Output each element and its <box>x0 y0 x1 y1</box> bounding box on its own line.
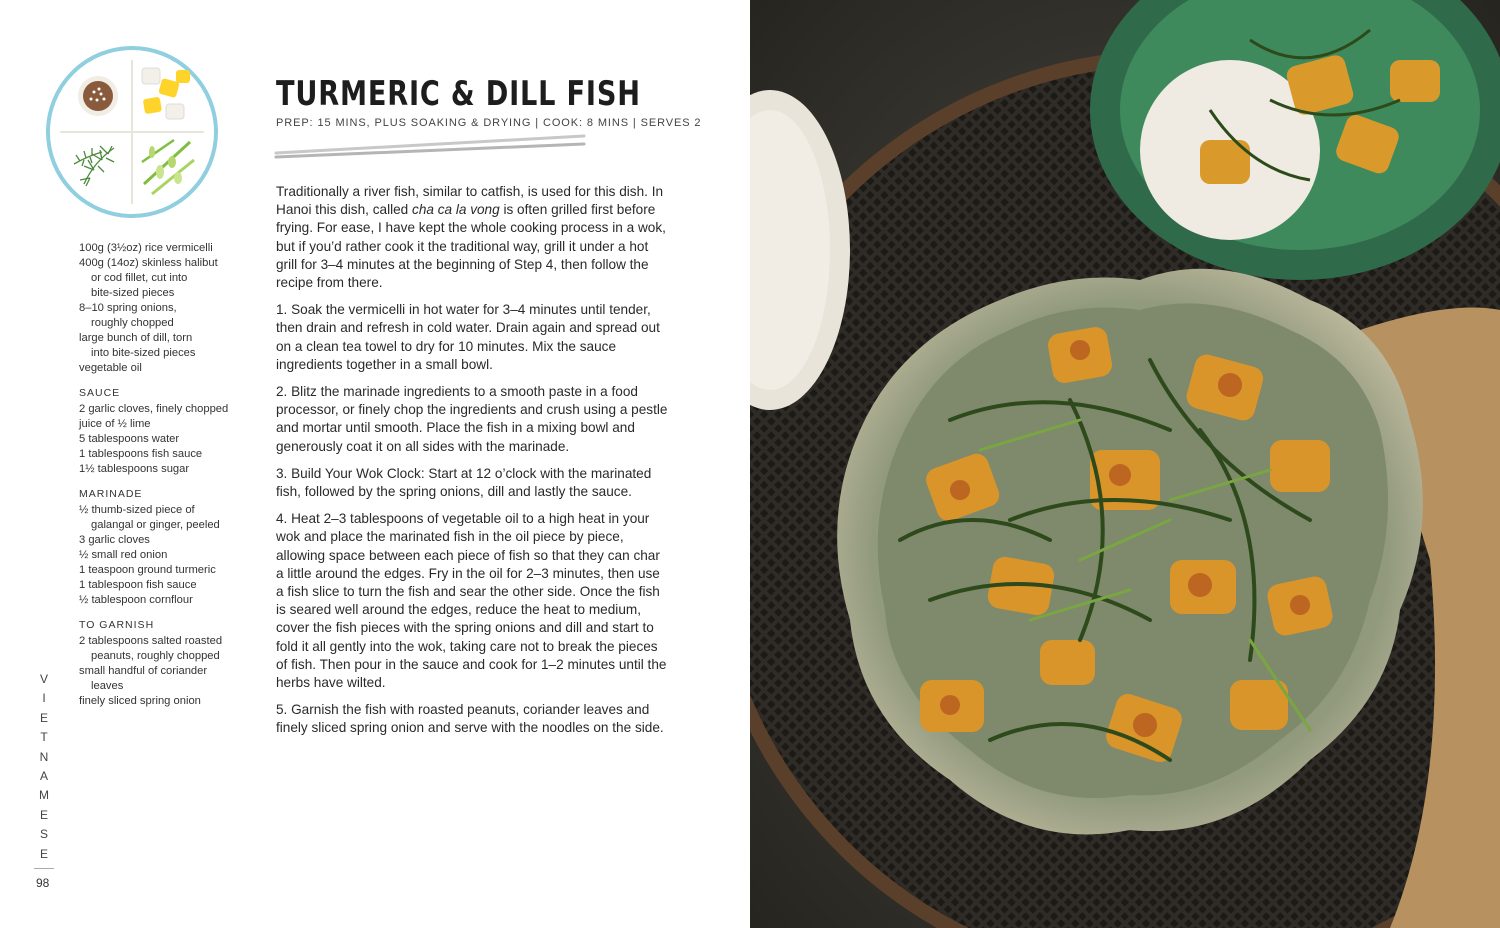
recipe-method <box>276 183 671 747</box>
ingredients-main <box>79 241 259 376</box>
ingredient-line: 400g (14oz) skinless halibut <box>79 257 218 269</box>
step-1: 1. Soak the vermicelli in hot water for 3–4 minutes until tender, then drain and refresh in cold water. Drain again and spread out on a clean tea towel to dry for 10 minutes. Mix the sauce ingredients together in a small bowl. <box>276 302 660 372</box>
intro-text-2: is often grilled first before frying. For ease, I have kept the whole cooking process in a wok, but if you’d rather cook it the traditional way, grill it under a hot grill for 3–4 minutes at the beginning of Step 4, then follow the recipe from there. <box>276 202 666 291</box>
section-letter: T <box>40 730 48 745</box>
ingredients-garnish <box>79 634 259 709</box>
ingredient-line: 8–10 spring onions, <box>79 302 177 314</box>
step-5: 5. Garnish the fish with roasted peanuts, coriander leaves and finely sliced spring onion and serve with the noodles on the side. <box>276 702 664 736</box>
ingredients-marinade <box>79 503 259 608</box>
step-3-label: 3. Build Your Wok Clock: <box>276 465 425 481</box>
step-3 <box>276 465 671 501</box>
page-number: 98 <box>36 876 50 890</box>
ingredient-line: or cod fillet, cut into <box>91 272 188 284</box>
ingredient-line: galangal or ginger, peeled <box>91 519 220 531</box>
ingredient-line: small handful of coriander <box>79 665 208 677</box>
ingredient-line: ½ thumb-sized piece of <box>79 504 195 516</box>
section-letter: V <box>39 672 48 686</box>
ingredient-line: 1 tablespoon fish sauce <box>79 579 197 591</box>
ingredient-line: leaves <box>91 680 124 692</box>
intro-paragraph <box>276 183 671 292</box>
dish-photo <box>750 0 1500 928</box>
intro-dish-name: cha ca la vong <box>412 202 500 218</box>
ingredient-line: juice of ½ lime <box>79 418 151 430</box>
ingredient-line: ½ tablespoon cornflour <box>79 594 193 606</box>
step-3-text: Start at 12 o’clock with the marinated fish, followed by the spring onions, dill and lastly the sauce. <box>276 465 652 500</box>
section-label <box>36 670 52 864</box>
wok-clock-illustration <box>44 44 220 220</box>
marinade-heading: MARINADE <box>79 488 143 500</box>
sauce-bowl-icon <box>78 76 118 116</box>
ingredients-sauce <box>79 402 259 477</box>
step-2: 2. Blitz the marinade ingredients to a smooth paste in a food processor, or finely chop the ingredients and crush using a pestle and mortar until smooth. Place the fish in a mixing bowl and generously coat it on all sides with the marinade. <box>276 384 668 454</box>
recipe-title: TURMERIC & DILL FISH <box>276 74 641 114</box>
section-letter: N <box>39 749 49 764</box>
ingredient-line: peanuts, roughly chopped <box>91 650 220 662</box>
ingredient-line: 100g (3½oz) rice vermicelli <box>79 242 213 254</box>
ingredient-line: finely sliced spring onion <box>79 695 201 707</box>
garnish-heading: TO GARNISH <box>79 619 155 631</box>
intro-text-1: Traditionally a river fish, similar to catfish, is used for this dish. In Hanoi this dish, called <box>276 184 664 218</box>
ingredient-line: large bunch of dill, torn <box>79 332 193 344</box>
ingredient-line: roughly chopped <box>91 317 174 329</box>
recipe-meta: PREP: 15 MINS, PLUS SOAKING & DRYING | COOK: 8 MINS | SERVES 2 <box>276 117 702 129</box>
ingredient-line: 1 tablespoons fish sauce <box>79 448 203 460</box>
ingredient-line: 1 teaspoon ground turmeric <box>79 564 216 576</box>
section-letter: I <box>42 691 46 706</box>
section-letter: M <box>39 788 49 803</box>
ingredient-line: 1½ tablespoons sugar <box>79 463 190 475</box>
ingredient-line: ½ small red onion <box>79 549 168 561</box>
section-letter: S <box>39 827 48 842</box>
ingredient-line: into bite-sized pieces <box>91 347 196 359</box>
ingredients-list <box>79 241 259 709</box>
dish-photo-image <box>750 0 1500 928</box>
ingredient-line: 5 tablespoons water <box>79 433 180 445</box>
ingredient-line: 3 garlic cloves <box>79 534 150 546</box>
ingredient-line: vegetable oil <box>79 362 142 374</box>
section-letter: E <box>39 710 48 725</box>
section-letter: E <box>39 846 48 861</box>
step-4: 4. Heat 2–3 tablespoons of vegetable oil to a high heat in your wok and place the marinated fish in the oil piece by piece, allowing space between each piece of fish so that they can char a little around the edges. Fry in the oil for 2–3 minutes, then use a fish slice to turn the fish and sear the other side. Once the fish is seared well around the edges, reduce the heat to medium, cover the fish pieces with the spring onions and dill and start to fold it all gently into the wok, taking care not to break the pieces of fish. Then pour in the sauce and cook for 1–2 minutes until the herbs have wilted. <box>276 511 667 691</box>
sauce-heading: SAUCE <box>79 387 121 399</box>
ingredient-line: 2 tablespoons salted roasted <box>79 635 223 647</box>
ingredient-line: 2 garlic cloves, finely chopped <box>79 403 229 415</box>
section-letter: A <box>39 769 48 784</box>
ingredient-line: bite-sized pieces <box>91 287 175 299</box>
section-letter: E <box>39 807 48 822</box>
chopsticks-icon <box>274 132 586 162</box>
page-number-rule <box>34 868 54 869</box>
